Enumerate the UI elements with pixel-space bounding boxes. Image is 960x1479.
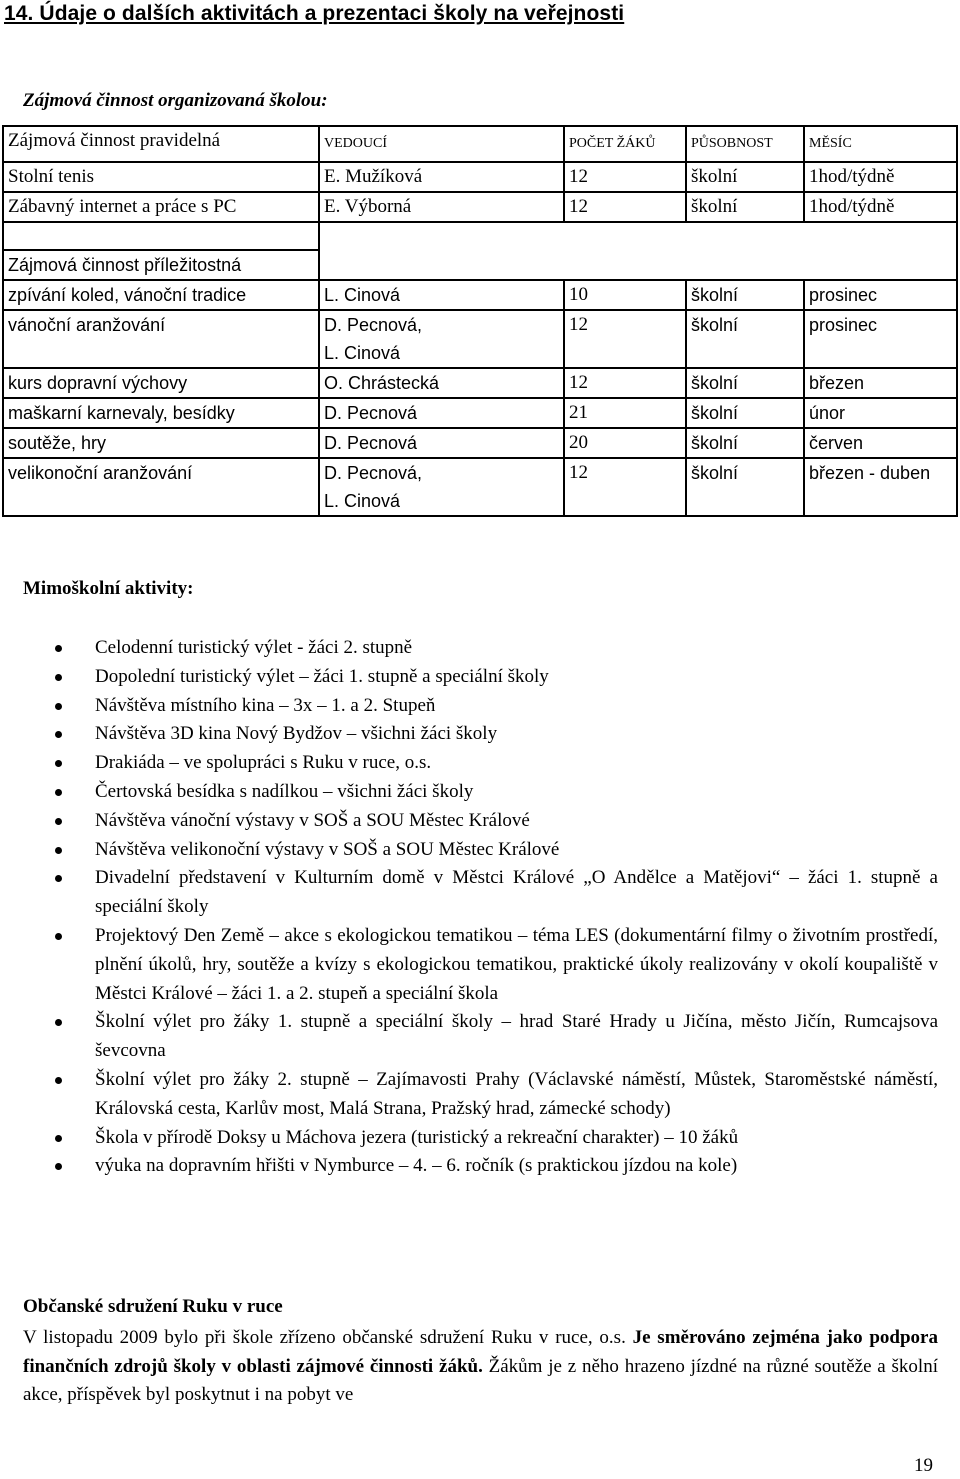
- bullet-icon: [55, 875, 62, 882]
- bullet-icon: [55, 1077, 62, 1084]
- table-cell: D. Pecnová: [319, 398, 564, 428]
- bullet-icon: [55, 703, 62, 710]
- table-row: [3, 398, 957, 428]
- table-row: [3, 280, 957, 310]
- table-cell: E. Výborná: [319, 192, 564, 222]
- table-header-cell: Zájmová činnost pravidelná: [3, 126, 319, 162]
- list-item: [0, 749, 960, 778]
- table-cell: březen: [804, 368, 957, 398]
- bullet-icon: [55, 789, 62, 796]
- table-cell: maškarní karnevaly, besídky: [3, 398, 319, 428]
- table-header-cell: MĚSÍC: [804, 126, 957, 162]
- bullet-icon: [55, 818, 62, 825]
- table-cell: prosinec: [804, 310, 957, 368]
- table-cell: [319, 250, 957, 280]
- bullet-icon: [55, 1135, 62, 1142]
- list-item-text: Školní výlet pro žáky 2. stupně – Zajímavosti Prahy (Václavské náměstí, Můstek, Staroměstské náměstí, Královská cesta, Karlův most, Malá Strana, Pražský hrad, zámecké schody): [95, 1068, 938, 1119]
- bullet-icon: [55, 1019, 62, 1026]
- mimoskolni-title: Mimoškolní aktivity:: [23, 578, 194, 599]
- list-item: [0, 807, 960, 836]
- list-item: [0, 634, 960, 663]
- table-cell: zpívání koled, vánoční tradice: [3, 280, 319, 310]
- table-cell: D. Pecnová, L. Cinová: [319, 458, 564, 516]
- table-cell: 12: [564, 368, 686, 398]
- table-row: [3, 368, 957, 398]
- list-item: [0, 778, 960, 807]
- list-item: [0, 692, 960, 721]
- table-row: [3, 162, 957, 192]
- table-cell: 12: [564, 192, 686, 222]
- list-item: [0, 1152, 960, 1181]
- table-cell: školní: [686, 280, 804, 310]
- list-item-text: Celodenní turistický výlet - žáci 2. stupně: [95, 637, 413, 658]
- table-cell: kurs dopravní výchovy: [3, 368, 319, 398]
- mimoskolni-list: [0, 634, 960, 1181]
- table-cell: 12: [564, 458, 686, 516]
- table-header-cell: PŮSOBNOST: [686, 126, 804, 162]
- table-cell: školní: [686, 458, 804, 516]
- os-text-part1: V listopadu 2009 bylo při škole zřízeno občanské sdružení Ruku v ruce, o.s.: [23, 1327, 633, 1348]
- bullet-icon: [55, 1163, 62, 1170]
- os-text-part2: Žákům je z něho hrazeno jízdné na různé soutěže a školní akce, příspěvek byl poskytnut i na pobyt ve: [23, 1355, 938, 1405]
- list-item: [0, 663, 960, 692]
- table-cell: 10: [564, 280, 686, 310]
- table-row: [3, 192, 957, 222]
- table-cell: 21: [564, 398, 686, 428]
- table-header-row: [3, 126, 957, 162]
- table-cell: 1hod/týdně: [804, 192, 957, 222]
- table-cell: velikonoční aranžování: [3, 458, 319, 516]
- bullet-icon: [55, 674, 62, 681]
- section-heading: 14. Údaje o dalších aktivitách a prezentaci školy na veřejnosti: [4, 2, 625, 25]
- table-cell: školní: [686, 428, 804, 458]
- table-cell: E. Mužíková: [319, 162, 564, 192]
- table-cell: školní: [686, 162, 804, 192]
- table-cell: L. Cinová: [319, 280, 564, 310]
- table-cell: soutěže, hry: [3, 428, 319, 458]
- table-cell: školní: [686, 368, 804, 398]
- page-number: 19: [914, 1455, 933, 1476]
- list-item-text: Návštěva velikonoční výstavy v SOŠ a SOU Městec Králové: [95, 838, 560, 860]
- bullet-icon: [55, 645, 62, 652]
- list-item-text: Škola v přírodě Doksy u Máchova jezera (turistický a rekreační charakter) – 10 žáků: [95, 1126, 739, 1148]
- bullet-icon: [55, 933, 62, 940]
- table-cell: školní: [686, 192, 804, 222]
- table-cell: D. Pecnová, L. Cinová: [319, 310, 564, 368]
- list-item-text: Divadelní představení v Kulturním domě v Městci Králové „O Andělce a Matějovi“ – žáci 1. stupně a speciální školy: [95, 867, 938, 918]
- table-cell: březen - duben: [804, 458, 957, 516]
- list-item-text: Školní výlet pro žáky 1. stupně a speciální školy – hrad Staré Hrady u Jičína, město Jičín, Rumcajsova ševcovna: [95, 1011, 938, 1062]
- list-item-text: Čertovská besídka s nadílkou – všichni žáci školy: [95, 780, 474, 802]
- table-cell: Zábavný internet a práce s PC: [3, 192, 319, 222]
- table-row: [3, 310, 957, 368]
- os-text-bold: Je směrováno zejména jako podpora finančních zdrojů školy v oblasti zájmové činnosti žáků.: [23, 1327, 938, 1377]
- bullet-icon: [55, 847, 62, 854]
- table-cell: únor: [804, 398, 957, 428]
- list-item-text: Projektový Den Země – akce s ekologickou tematikou – téma LES (dokumentární filmy o životním prostředí, plnění úkolů, hry, soutěže a kvízy s ekologickou tematikou, praktické úkoly realizovány v okolí koupaliště v Městci Králové – žáci 1. a 2. stupeň a speciální škola: [95, 924, 938, 1004]
- table-header-cell: VEDOUCÍ: [319, 126, 564, 162]
- list-item-text: výuka na dopravním hřišti v Nymburce – 4. – 6. ročník (s praktickou jízdou na kole): [95, 1155, 738, 1177]
- table-cell: školní: [686, 398, 804, 428]
- list-item-text: Návštěva vánoční výstavy v SOŠ a SOU Městec Králové: [95, 809, 530, 831]
- table-cell: 1hod/týdně: [804, 162, 957, 192]
- table-cell: [3, 222, 319, 250]
- table-header-cell: POČET ŽÁKŮ: [564, 126, 686, 162]
- table-empty-row: [3, 222, 957, 250]
- zajmova-title: Zájmová činnost organizovaná školou:: [23, 90, 328, 111]
- activities-table: [2, 125, 958, 517]
- table-cell: 12: [564, 162, 686, 192]
- occasional-label: Zájmová činnost příležitostná: [3, 250, 319, 280]
- table-cell: [319, 222, 957, 250]
- table-occasional-label-row: [3, 250, 957, 280]
- bullet-icon: [55, 760, 62, 767]
- table-cell: 12: [564, 310, 686, 368]
- table-cell: červen: [804, 428, 957, 458]
- list-item: [0, 922, 960, 1008]
- list-item: [0, 1066, 960, 1124]
- table-cell: vánoční aranžování: [3, 310, 319, 368]
- table-cell: 20: [564, 428, 686, 458]
- list-item-text: Dopolední turistický výlet – žáci 1. stupně a speciální školy: [95, 665, 549, 687]
- table-cell: prosinec: [804, 280, 957, 310]
- os-title: Občanské sdružení Ruku v ruce: [23, 1296, 283, 1317]
- list-item-text: Návštěva 3D kina Nový Bydžov – všichni žáci školy: [95, 723, 498, 745]
- os-paragraph: [23, 1324, 938, 1410]
- table-row: [3, 458, 957, 516]
- list-item: [0, 1124, 960, 1153]
- table-cell: školní: [686, 310, 804, 368]
- table-cell: D. Pecnová: [319, 428, 564, 458]
- list-item: [0, 1008, 960, 1066]
- list-item-text: Návštěva místního kina – 3x – 1. a 2. Stupeň: [95, 694, 436, 716]
- list-item: [0, 864, 960, 922]
- list-item: [0, 836, 960, 865]
- bullet-icon: [55, 731, 62, 738]
- list-item-text: Drakiáda – ve spolupráci s Ruku v ruce, o.s.: [95, 752, 432, 774]
- table-cell: Stolní tenis: [3, 162, 319, 192]
- list-item: [0, 720, 960, 749]
- table-cell: O. Chrástecká: [319, 368, 564, 398]
- table-row: [3, 428, 957, 458]
